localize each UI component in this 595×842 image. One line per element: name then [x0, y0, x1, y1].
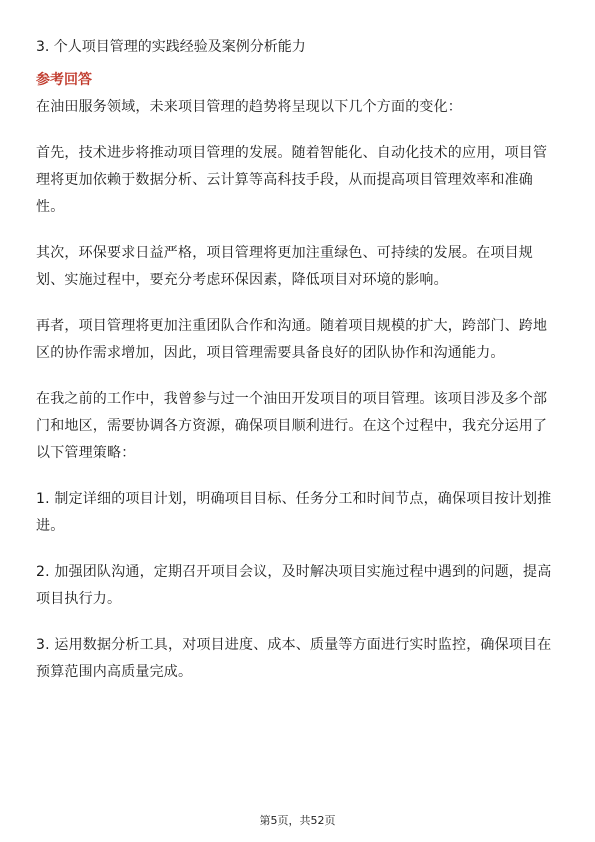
strategy-item-3: 3. 运用数据分析工具，对项目进度、成本、质量等方面进行实时监控，确保项目在预算范围内高质量完成。 — [36, 637, 552, 680]
strategy-item-2: 2. 加强团队沟通，定期召开项目会议，及时解决项目实施过程中遇到的问题，提高项目执行力。 — [36, 564, 552, 607]
paragraph-intro: 在油田服务领域，未来项目管理的趋势将呈现以下几个方面的变化： — [36, 99, 462, 115]
page-content — [36, 36, 559, 686]
answer-label: 参考回答 — [36, 72, 92, 88]
paragraph-technology: 首先，技术进步将推动项目管理的发展。随着智能化、自动化技术的应用，项目管理将更加依赖于数据分析、云计算等高科技手段，从而提高项目管理效率和准确性。 — [36, 145, 548, 215]
page-number-footer: 第5页，共52页 — [259, 814, 336, 827]
paragraph-environment: 其次，环保要求日益严格，项目管理将更加注重绿色、可持续的发展。在项目规划、实施过程中，要充分考虑环保因素，降低项目对环境的影响。 — [36, 245, 533, 288]
paragraph-experience: 在我之前的工作中，我曾参与过一个油田开发项目的项目管理。该项目涉及多个部门和地区，需要协调各方资源，确保项目顺利进行。在这个过程中，我充分运用了以下管理策略： — [36, 391, 548, 461]
strategy-item-1: 1. 制定详细的项目计划，明确项目目标、任务分工和时间节点，确保项目按计划推进。 — [36, 491, 552, 534]
paragraph-teamwork: 再者，项目管理将更加注重团队合作和沟通。随着项目规模的扩大，跨部门、跨地区的协作需求增加，因此，项目管理需要具备良好的团队协作和沟通能力。 — [36, 318, 548, 361]
question-heading: 3. 个人项目管理的实践经验及案例分析能力 — [36, 39, 306, 55]
